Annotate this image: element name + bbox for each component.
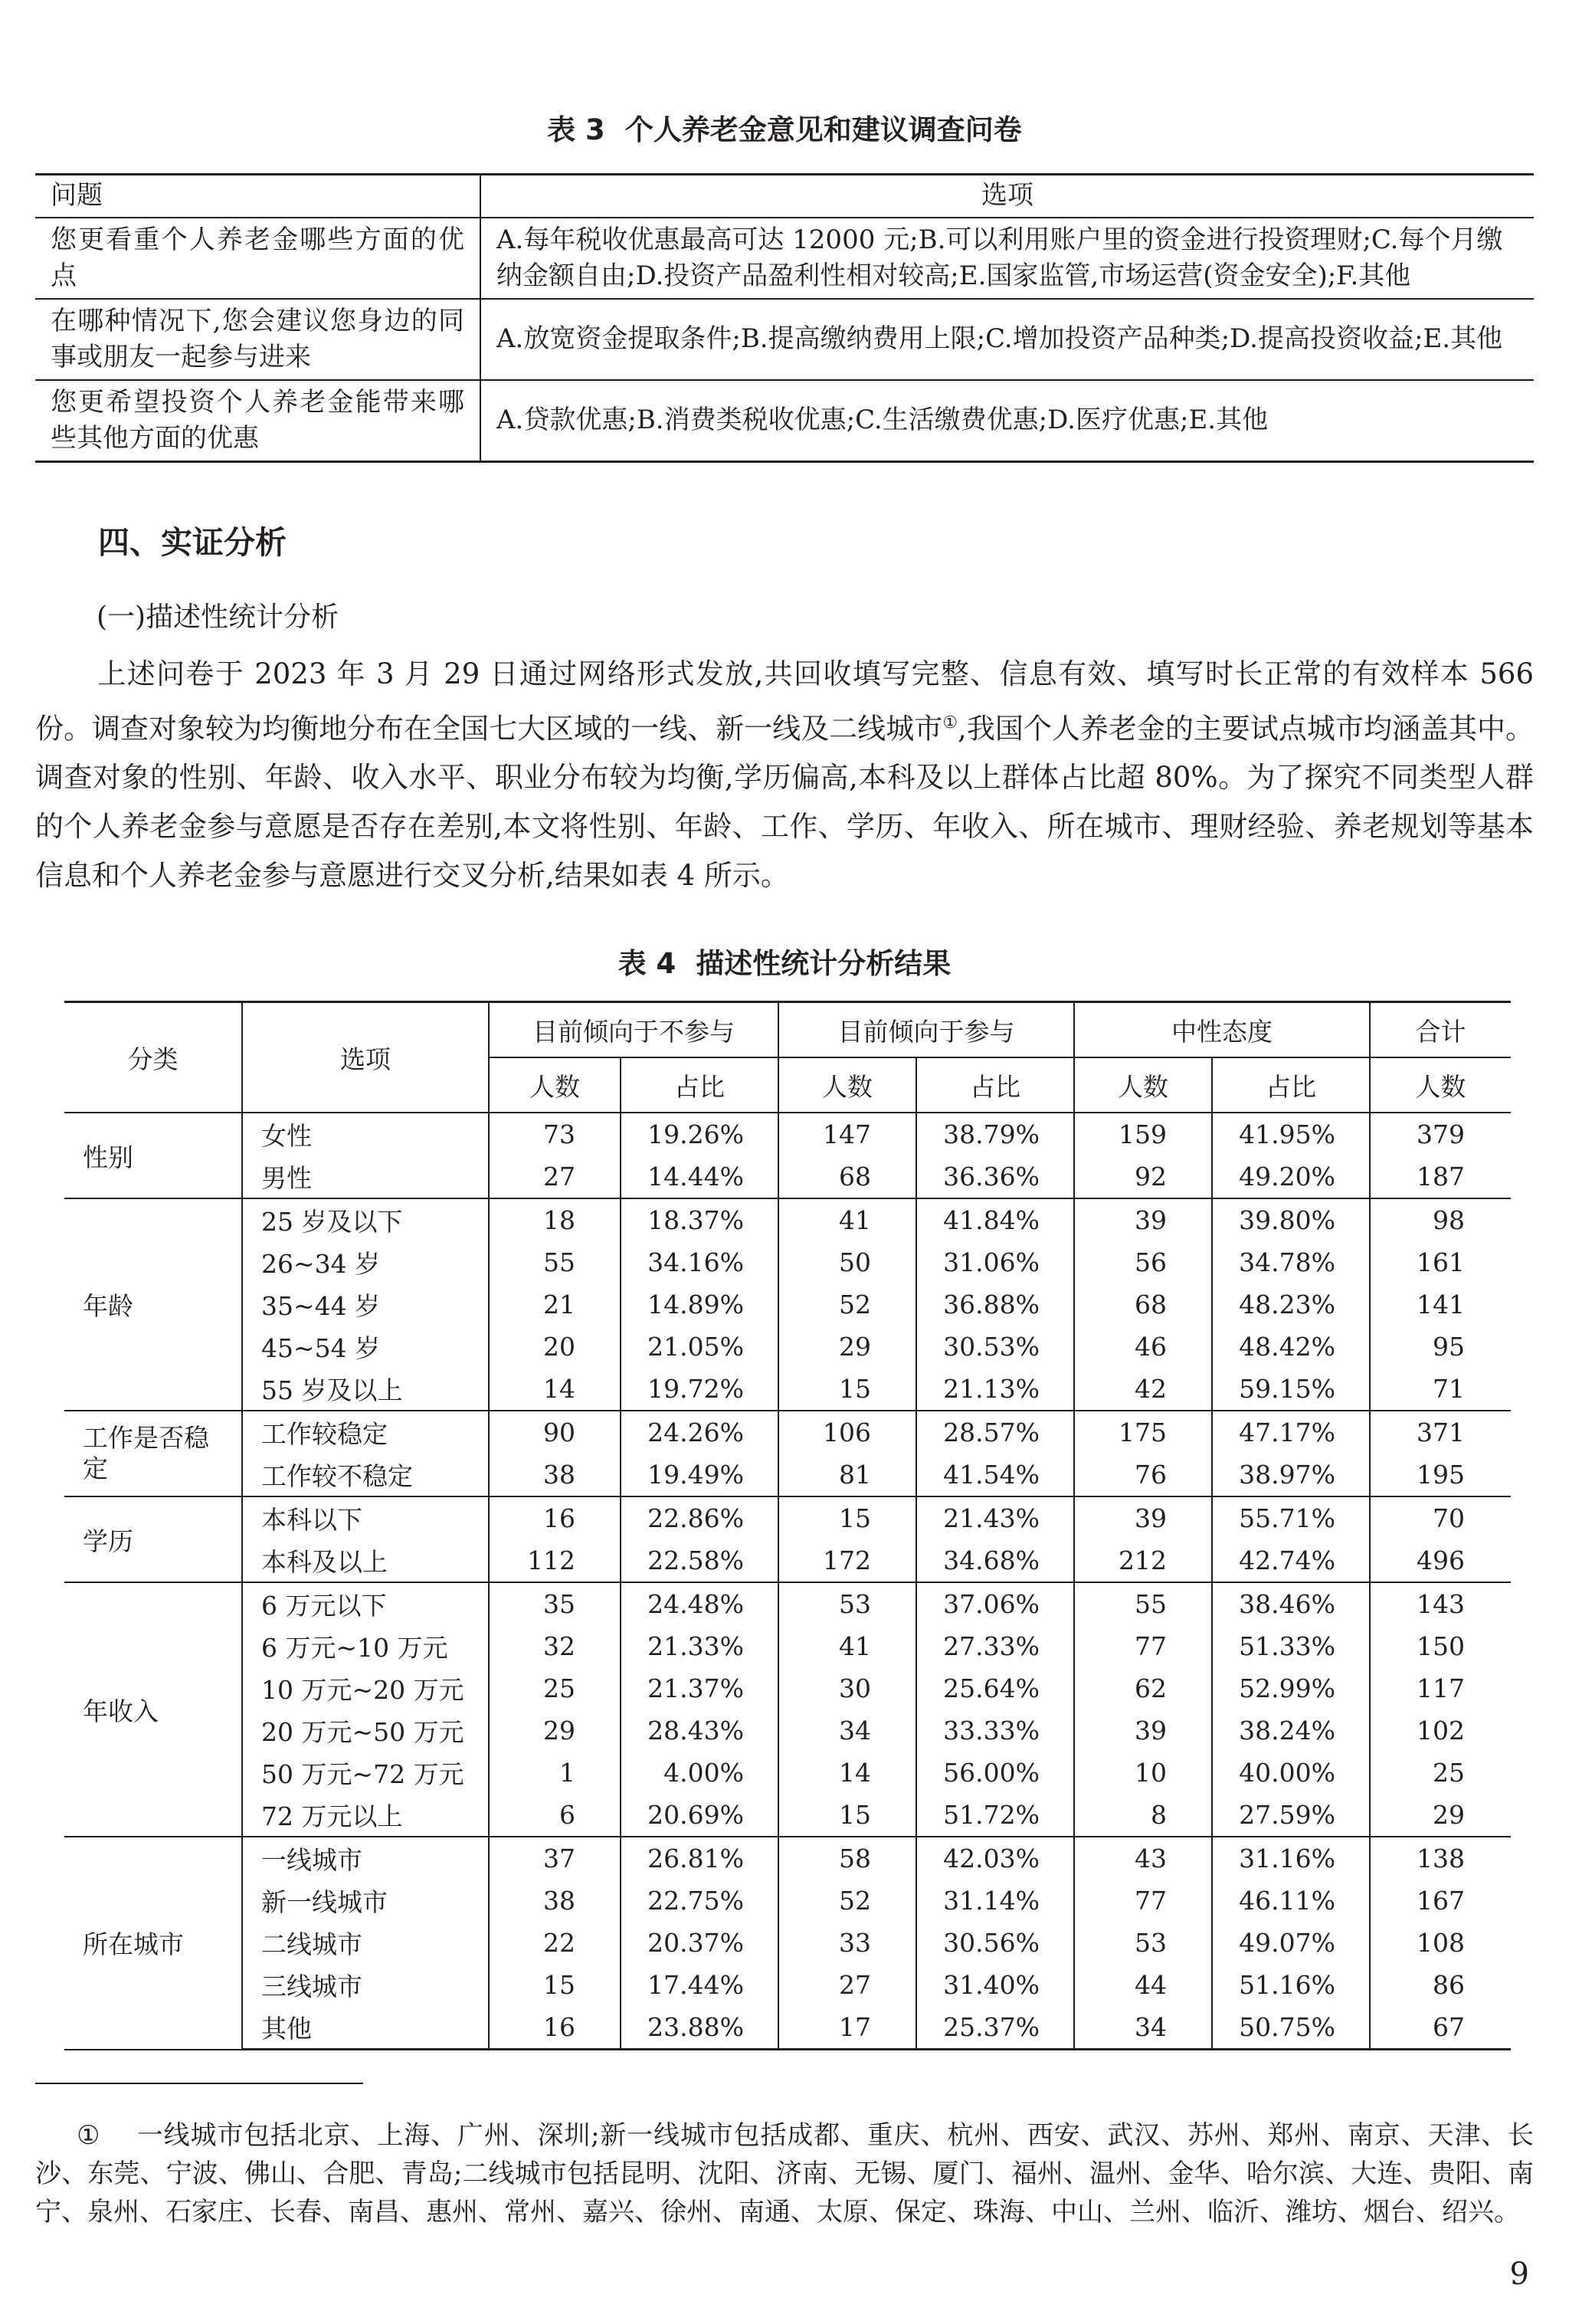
total-count-cell: 102 xyxy=(1370,1709,1511,1752)
not-participate-count-cell: 35 xyxy=(489,1582,621,1625)
not-participate-share-cell: 23.88% xyxy=(621,2006,778,2050)
not-participate-share-cell: 22.86% xyxy=(621,1496,778,1539)
paragraph-text-before-note: 上述问卷于 2023 年 3 月 29 日通过网络形式发放,共回收填写完整、信息有效、填写时长正常的有效样本 566 份。调查对象较为均衡地分布在全国七大区域的一线、新一线及二线城市 xyxy=(35,657,1534,746)
table4-subheader-count: 人数 xyxy=(489,1057,621,1113)
neutral-count-cell: 92 xyxy=(1074,1155,1212,1198)
option-cell: 55 岁及以上 xyxy=(242,1368,489,1411)
neutral-share-cell: 51.33% xyxy=(1212,1625,1370,1667)
total-count-cell: 496 xyxy=(1370,1539,1511,1582)
neutral-count-cell: 43 xyxy=(1074,1837,1212,1880)
participate-count-cell: 68 xyxy=(778,1155,916,1198)
total-count-cell: 371 xyxy=(1370,1411,1511,1454)
participate-share-cell: 28.57% xyxy=(916,1411,1074,1454)
option-cell: 10 万元~20 万元 xyxy=(242,1667,489,1709)
not-participate-count-cell: 14 xyxy=(489,1368,621,1411)
participate-count-cell: 29 xyxy=(778,1326,916,1368)
participate-share-cell: 31.40% xyxy=(916,1964,1074,2006)
participate-count-cell: 33 xyxy=(778,1922,916,1964)
total-count-cell: 138 xyxy=(1370,1837,1511,1880)
table-row xyxy=(64,1837,1511,1880)
option-cell: 50 万元~72 万元 xyxy=(242,1752,489,1794)
participate-count-cell: 58 xyxy=(778,1837,916,1880)
neutral-count-cell: 68 xyxy=(1074,1283,1212,1326)
total-count-cell: 161 xyxy=(1370,1241,1511,1283)
category-cell: 工作是否稳定 xyxy=(64,1411,242,1496)
total-count-cell: 141 xyxy=(1370,1283,1511,1326)
not-participate-count-cell: 29 xyxy=(489,1709,621,1752)
total-count-cell: 108 xyxy=(1370,1922,1511,1964)
table3-options-cell: A.每年税收优惠最高可达 12000 元;B.可以利用账户里的资金进行投资理财;C.每个月缴纳金额自由;D.投资产品盈利性相对较高;E.国家监管,市场运营(资金安全);F.其他 xyxy=(480,218,1534,299)
table4-header-total: 合计 xyxy=(1370,1002,1511,1058)
table4-header-not-participate: 目前倾向于不参与 xyxy=(489,1002,778,1058)
table-row xyxy=(35,380,1534,462)
total-count-cell: 143 xyxy=(1370,1582,1511,1625)
not-participate-share-cell: 4.00% xyxy=(621,1752,778,1794)
not-participate-share-cell: 20.69% xyxy=(621,1794,778,1837)
participate-count-cell: 14 xyxy=(778,1752,916,1794)
neutral-share-cell: 41.95% xyxy=(1212,1113,1370,1155)
table3-question-cell: 在哪种情况下,您会建议您身边的同事或朋友一起参与进来 xyxy=(35,299,480,380)
neutral-count-cell: 56 xyxy=(1074,1241,1212,1283)
neutral-count-cell: 53 xyxy=(1074,1922,1212,1964)
participate-share-cell: 37.06% xyxy=(916,1582,1074,1625)
table4-subheader-count: 人数 xyxy=(778,1057,916,1113)
table-row xyxy=(64,1454,1511,1496)
participate-count-cell: 27 xyxy=(778,1964,916,2006)
participate-count-cell: 106 xyxy=(778,1411,916,1454)
neutral-share-cell: 49.20% xyxy=(1212,1155,1370,1198)
neutral-share-cell: 50.75% xyxy=(1212,2006,1370,2050)
paragraph-text-after-note: ,我国个人养老金的主要试点城市均涵盖其中。调查对象的性别、年龄、收入水平、职业分布较为均衡,学历偏高,本科及以上群体占比超 80%。为了探究不同类型人群的个人养老金参与意愿是否存在差别,本文将性别、年龄、工作、学历、年收入、所在城市、理财经验、养老规划等基本信息和个人养老金参与意愿进行交叉分析,结果如表 4 所示。 xyxy=(35,712,1534,893)
table4-header-row-1 xyxy=(64,1002,1511,1058)
neutral-count-cell: 42 xyxy=(1074,1368,1212,1411)
not-participate-share-cell: 14.89% xyxy=(621,1283,778,1326)
option-cell: 新一线城市 xyxy=(242,1880,489,1922)
neutral-count-cell: 46 xyxy=(1074,1326,1212,1368)
participate-count-cell: 81 xyxy=(778,1454,916,1496)
option-cell: 25 岁及以下 xyxy=(242,1198,489,1241)
option-cell: 三线城市 xyxy=(242,1964,489,2006)
option-cell: 一线城市 xyxy=(242,1837,489,1880)
table3-header-options: 选项 xyxy=(480,175,1534,218)
table3-header-row xyxy=(35,175,1534,218)
table-row xyxy=(64,1539,1511,1582)
participate-count-cell: 53 xyxy=(778,1582,916,1625)
table3-caption-number: 表 3 xyxy=(547,113,605,146)
participate-share-cell: 42.03% xyxy=(916,1837,1074,1880)
neutral-share-cell: 52.99% xyxy=(1212,1667,1370,1709)
category-cell: 年收入 xyxy=(64,1582,242,1837)
neutral-share-cell: 47.17% xyxy=(1212,1411,1370,1454)
section-heading: 四、实证分析 xyxy=(98,524,287,561)
option-cell: 26~34 岁 xyxy=(242,1241,489,1283)
table-row xyxy=(64,1752,1511,1794)
neutral-count-cell: 77 xyxy=(1074,1625,1212,1667)
participate-count-cell: 17 xyxy=(778,2006,916,2050)
table-row xyxy=(64,1113,1511,1155)
table4-subheader-count: 人数 xyxy=(1370,1057,1511,1113)
option-cell: 6 万元以下 xyxy=(242,1582,489,1625)
footnote-text: 一线城市包括北京、上海、广州、深圳;新一线城市包括成都、重庆、杭州、西安、武汉、苏州、郑州、南京、天津、长沙、东莞、宁波、佛山、合肥、青岛;二线城市包括昆明、沈阳、济南、无锡、厦门、福州、温州、金华、哈尔滨、大连、贵阳、南宁、泉州、石家庄、长春、南昌、惠州、常州、嘉兴、徐州、南通、太原、保定、珠海、中山、兰州、临沂、潍坊、烟台、绍兴。 xyxy=(35,2120,1534,2227)
table4-subheader-count: 人数 xyxy=(1074,1057,1212,1113)
subsection-heading: (一)描述性统计分析 xyxy=(97,601,339,633)
not-participate-count-cell: 6 xyxy=(489,1794,621,1837)
total-count-cell: 29 xyxy=(1370,1794,1511,1837)
participate-count-cell: 172 xyxy=(778,1539,916,1582)
participate-count-cell: 15 xyxy=(778,1794,916,1837)
table3-header-question: 问题 xyxy=(35,175,480,218)
not-participate-count-cell: 25 xyxy=(489,1667,621,1709)
neutral-count-cell: 62 xyxy=(1074,1667,1212,1709)
category-cell: 性别 xyxy=(64,1113,242,1198)
neutral-share-cell: 49.07% xyxy=(1212,1922,1370,1964)
participate-count-cell: 50 xyxy=(778,1241,916,1283)
option-cell: 工作较不稳定 xyxy=(242,1454,489,1496)
neutral-count-cell: 77 xyxy=(1074,1880,1212,1922)
option-cell: 20 万元~50 万元 xyxy=(242,1709,489,1752)
neutral-count-cell: 55 xyxy=(1074,1582,1212,1625)
neutral-share-cell: 38.24% xyxy=(1212,1709,1370,1752)
not-participate-count-cell: 90 xyxy=(489,1411,621,1454)
table4-subheader-share: 占比 xyxy=(916,1057,1074,1113)
total-count-cell: 379 xyxy=(1370,1113,1511,1155)
page-number: 9 xyxy=(1509,2257,1529,2292)
table-row xyxy=(64,2006,1511,2050)
not-participate-count-cell: 16 xyxy=(489,1496,621,1539)
table-row xyxy=(64,1368,1511,1411)
participate-share-cell: 41.54% xyxy=(916,1454,1074,1496)
not-participate-count-cell: 18 xyxy=(489,1198,621,1241)
neutral-count-cell: 159 xyxy=(1074,1113,1212,1155)
total-count-cell: 70 xyxy=(1370,1496,1511,1539)
option-cell: 本科及以上 xyxy=(242,1539,489,1582)
not-participate-count-cell: 1 xyxy=(489,1752,621,1794)
neutral-count-cell: 8 xyxy=(1074,1794,1212,1837)
total-count-cell: 167 xyxy=(1370,1880,1511,1922)
not-participate-share-cell: 17.44% xyxy=(621,1964,778,2006)
not-participate-count-cell: 73 xyxy=(489,1113,621,1155)
neutral-count-cell: 39 xyxy=(1074,1496,1212,1539)
participate-share-cell: 21.13% xyxy=(916,1368,1074,1411)
not-participate-count-cell: 55 xyxy=(489,1241,621,1283)
table-row xyxy=(64,1411,1511,1454)
not-participate-count-cell: 15 xyxy=(489,1964,621,2006)
neutral-share-cell: 55.71% xyxy=(1212,1496,1370,1539)
category-cell: 学历 xyxy=(64,1496,242,1582)
footnote xyxy=(35,2116,1534,2231)
total-count-cell: 95 xyxy=(1370,1326,1511,1368)
total-count-cell: 71 xyxy=(1370,1368,1511,1411)
option-cell: 男性 xyxy=(242,1155,489,1198)
table-row xyxy=(64,1964,1511,2006)
total-count-cell: 98 xyxy=(1370,1198,1511,1241)
table4-caption-title: 描述性统计分析结果 xyxy=(696,947,952,980)
participate-share-cell: 38.79% xyxy=(916,1113,1074,1155)
participate-share-cell: 41.84% xyxy=(916,1198,1074,1241)
neutral-count-cell: 39 xyxy=(1074,1709,1212,1752)
participate-share-cell: 33.33% xyxy=(916,1709,1074,1752)
table-row xyxy=(64,1496,1511,1539)
neutral-count-cell: 44 xyxy=(1074,1964,1212,2006)
not-participate-count-cell: 38 xyxy=(489,1880,621,1922)
participate-share-cell: 34.68% xyxy=(916,1539,1074,1582)
participate-share-cell: 30.56% xyxy=(916,1922,1074,1964)
neutral-share-cell: 27.59% xyxy=(1212,1794,1370,1837)
table4-caption-number: 表 4 xyxy=(617,947,676,980)
not-participate-count-cell: 22 xyxy=(489,1922,621,1964)
not-participate-count-cell: 16 xyxy=(489,2006,621,2050)
table3-questionnaire xyxy=(35,173,1534,463)
category-cell: 所在城市 xyxy=(64,1837,242,2050)
footnote-divider xyxy=(35,2083,363,2084)
table4-subheader-share: 占比 xyxy=(621,1057,778,1113)
participate-share-cell: 21.43% xyxy=(916,1496,1074,1539)
neutral-count-cell: 212 xyxy=(1074,1539,1212,1582)
table-row xyxy=(64,1922,1511,1964)
table4-subheader-share: 占比 xyxy=(1212,1057,1370,1113)
participate-share-cell: 56.00% xyxy=(916,1752,1074,1794)
not-participate-share-cell: 19.26% xyxy=(621,1113,778,1155)
total-count-cell: 187 xyxy=(1370,1155,1511,1198)
neutral-share-cell: 38.97% xyxy=(1212,1454,1370,1496)
total-count-cell: 25 xyxy=(1370,1752,1511,1794)
not-participate-count-cell: 20 xyxy=(489,1326,621,1368)
not-participate-count-cell: 27 xyxy=(489,1155,621,1198)
not-participate-share-cell: 19.72% xyxy=(621,1368,778,1411)
not-participate-count-cell: 21 xyxy=(489,1283,621,1326)
not-participate-share-cell: 14.44% xyxy=(621,1155,778,1198)
table4-header-participate: 目前倾向于参与 xyxy=(778,1002,1074,1058)
table-row xyxy=(64,1155,1511,1198)
neutral-share-cell: 48.23% xyxy=(1212,1283,1370,1326)
neutral-share-cell: 40.00% xyxy=(1212,1752,1370,1794)
table3-caption-title: 个人养老金意见和建议调查问卷 xyxy=(624,113,1022,146)
participate-count-cell: 34 xyxy=(778,1709,916,1752)
not-participate-share-cell: 21.05% xyxy=(621,1326,778,1368)
option-cell: 45~54 岁 xyxy=(242,1326,489,1368)
table-row xyxy=(64,1625,1511,1667)
not-participate-count-cell: 38 xyxy=(489,1454,621,1496)
table-row xyxy=(64,1582,1511,1625)
table-row xyxy=(64,1880,1511,1922)
table4-caption xyxy=(0,949,1569,978)
table3-question-cell: 您更希望投资个人养老金能带来哪些其他方面的优惠 xyxy=(35,380,480,462)
participate-count-cell: 30 xyxy=(778,1667,916,1709)
participate-count-cell: 15 xyxy=(778,1496,916,1539)
not-participate-share-cell: 24.48% xyxy=(621,1582,778,1625)
body-paragraph xyxy=(35,650,1534,900)
neutral-share-cell: 46.11% xyxy=(1212,1880,1370,1922)
footnote-reference[interactable]: ① xyxy=(942,713,958,733)
neutral-count-cell: 10 xyxy=(1074,1752,1212,1794)
table3-caption xyxy=(0,113,1569,146)
not-participate-share-cell: 18.37% xyxy=(621,1198,778,1241)
not-participate-share-cell: 21.37% xyxy=(621,1667,778,1709)
participate-share-cell: 36.88% xyxy=(916,1283,1074,1326)
participate-count-cell: 41 xyxy=(778,1625,916,1667)
not-participate-count-cell: 112 xyxy=(489,1539,621,1582)
option-cell: 6 万元~10 万元 xyxy=(242,1625,489,1667)
total-count-cell: 150 xyxy=(1370,1625,1511,1667)
footnote-mark: ① xyxy=(77,2120,100,2151)
participate-count-cell: 52 xyxy=(778,1283,916,1326)
participate-share-cell: 51.72% xyxy=(916,1794,1074,1837)
table-row xyxy=(35,218,1534,299)
neutral-share-cell: 48.42% xyxy=(1212,1326,1370,1368)
neutral-count-cell: 76 xyxy=(1074,1454,1212,1496)
not-participate-share-cell: 26.81% xyxy=(621,1837,778,1880)
not-participate-share-cell: 21.33% xyxy=(621,1625,778,1667)
neutral-count-cell: 34 xyxy=(1074,2006,1212,2050)
total-count-cell: 195 xyxy=(1370,1454,1511,1496)
option-cell: 35~44 岁 xyxy=(242,1283,489,1326)
neutral-share-cell: 51.16% xyxy=(1212,1964,1370,2006)
participate-share-cell: 31.14% xyxy=(916,1880,1074,1922)
not-participate-count-cell: 32 xyxy=(489,1625,621,1667)
not-participate-share-cell: 22.58% xyxy=(621,1539,778,1582)
table-row xyxy=(64,1667,1511,1709)
total-count-cell: 86 xyxy=(1370,1964,1511,2006)
not-participate-count-cell: 37 xyxy=(489,1837,621,1880)
table-row xyxy=(64,1326,1511,1368)
option-cell: 本科以下 xyxy=(242,1496,489,1539)
participate-share-cell: 27.33% xyxy=(916,1625,1074,1667)
participate-share-cell: 30.53% xyxy=(916,1326,1074,1368)
participate-count-cell: 52 xyxy=(778,1880,916,1922)
table3-options-cell: A.贷款优惠;B.消费类税收优惠;C.生活缴费优惠;D.医疗优惠;E.其他 xyxy=(480,380,1534,462)
not-participate-share-cell: 34.16% xyxy=(621,1241,778,1283)
participate-share-cell: 31.06% xyxy=(916,1241,1074,1283)
table4-header-option: 选项 xyxy=(242,1002,489,1113)
participate-share-cell: 25.64% xyxy=(916,1667,1074,1709)
table4-descriptive-stats xyxy=(64,1001,1511,2050)
table-row xyxy=(64,1709,1511,1752)
not-participate-share-cell: 22.75% xyxy=(621,1880,778,1922)
table-row xyxy=(64,1241,1511,1283)
participate-share-cell: 25.37% xyxy=(916,2006,1074,2050)
participate-share-cell: 36.36% xyxy=(916,1155,1074,1198)
neutral-count-cell: 175 xyxy=(1074,1411,1212,1454)
neutral-share-cell: 39.80% xyxy=(1212,1198,1370,1241)
neutral-share-cell: 59.15% xyxy=(1212,1368,1370,1411)
not-participate-share-cell: 28.43% xyxy=(621,1709,778,1752)
table-row xyxy=(35,299,1534,380)
option-cell: 二线城市 xyxy=(242,1922,489,1964)
table4-body xyxy=(64,1113,1511,2050)
not-participate-share-cell: 20.37% xyxy=(621,1922,778,1964)
neutral-share-cell: 34.78% xyxy=(1212,1241,1370,1283)
total-count-cell: 117 xyxy=(1370,1667,1511,1709)
not-participate-share-cell: 24.26% xyxy=(621,1411,778,1454)
option-cell: 其他 xyxy=(242,2006,489,2050)
category-cell: 年龄 xyxy=(64,1198,242,1411)
table4-header-neutral: 中性态度 xyxy=(1074,1002,1370,1058)
neutral-count-cell: 39 xyxy=(1074,1198,1212,1241)
option-cell: 女性 xyxy=(242,1113,489,1155)
neutral-share-cell: 38.46% xyxy=(1212,1582,1370,1625)
participate-count-cell: 15 xyxy=(778,1368,916,1411)
participate-count-cell: 41 xyxy=(778,1198,916,1241)
option-cell: 72 万元以上 xyxy=(242,1794,489,1837)
table-row xyxy=(64,1198,1511,1241)
table3-options-cell: A.放宽资金提取条件;B.提高缴纳费用上限;C.增加投资产品种类;D.提高投资收益;E.其他 xyxy=(480,299,1534,380)
neutral-share-cell: 42.74% xyxy=(1212,1539,1370,1582)
table4-header-category: 分类 xyxy=(64,1002,242,1113)
total-count-cell: 67 xyxy=(1370,2006,1511,2050)
table-row xyxy=(64,1794,1511,1837)
table-row xyxy=(64,1283,1511,1326)
participate-count-cell: 147 xyxy=(778,1113,916,1155)
neutral-share-cell: 31.16% xyxy=(1212,1837,1370,1880)
not-participate-share-cell: 19.49% xyxy=(621,1454,778,1496)
option-cell: 工作较稳定 xyxy=(242,1411,489,1454)
table3-question-cell: 您更看重个人养老金哪些方面的优点 xyxy=(35,218,480,299)
